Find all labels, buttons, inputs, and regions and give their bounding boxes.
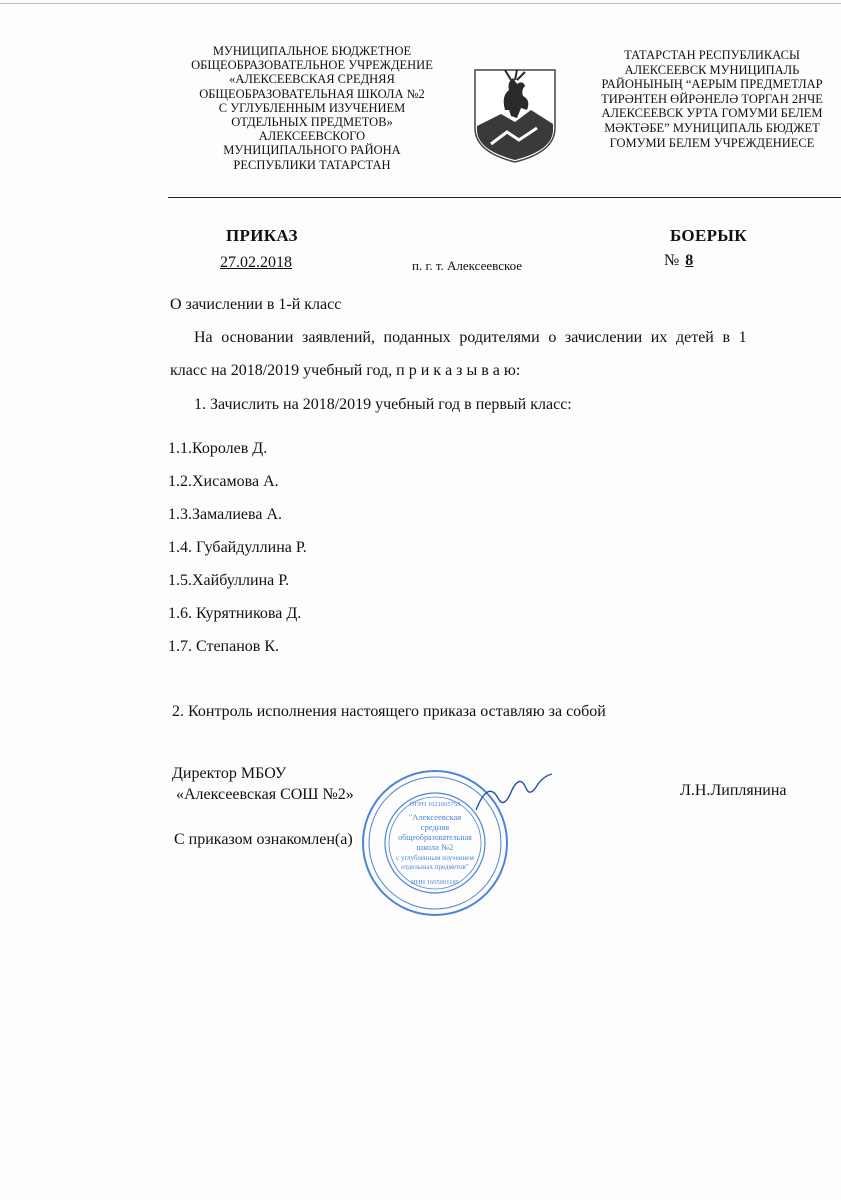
- header-divider: [168, 197, 841, 198]
- order-number-value: 8: [685, 252, 694, 269]
- order-title-ru: ПРИКАЗ: [226, 226, 298, 245]
- stamp-ogrn: ОГРН 1021605753: [409, 801, 461, 808]
- signature-scribble-icon: [468, 770, 558, 820]
- student-list-item: 1.4. Губайдуллина Р.: [168, 539, 307, 556]
- signer-school: «Алексеевская СОШ №2»: [176, 786, 354, 803]
- header-right-line: МӘКТӘБЕ” МУНИЦИПАЛЬ БЮДЖЕТ: [604, 120, 820, 135]
- signer-name: Л.Н.Липлянина: [680, 782, 787, 799]
- header-right-line: ГОМУМИ БЕЛЕМ УЧРЕЖДЕНИЕСЕ: [609, 135, 815, 150]
- student-list-item: 1.5.Хайбуллина Р.: [168, 572, 290, 589]
- header-right-line: АЛЕКСЕЕВСК МУНИЦИПАЛЬ: [624, 62, 800, 77]
- stamp-text-line: школа №2: [416, 842, 454, 852]
- student-list-item: 1.2.Хисамова А.: [168, 473, 279, 490]
- header-left-line: ОБЩЕОБРАЗОВАТЕЛЬНАЯ ШКОЛА №2: [199, 86, 425, 101]
- paragraph-line: На основании заявлений, поданных родителями о зачислении их детей в 1: [194, 329, 747, 346]
- header-left-line: РЕСПУБЛИКИ ТАТАРСТАН: [233, 157, 391, 172]
- stamp-text-line: отдельных предметов": [401, 863, 469, 871]
- student-list-item: 1.1.Королев Д.: [168, 440, 268, 457]
- student-list-item: 1.3.Замалиева А.: [168, 506, 283, 523]
- header-left-line: «АЛЕКСЕЕВСКАЯ СРЕДНЯЯ: [229, 72, 395, 87]
- order-title-tt: БОЕРЫК: [670, 226, 747, 245]
- header-right-line: ТАТАРСТАН РЕСПУБЛИКАСЫ: [624, 48, 800, 62]
- header-left-line: МУНИЦИПАЛЬНОЕ БЮДЖЕТНОЕ: [212, 44, 412, 58]
- stamp-text-line: с углубленным изучением: [396, 854, 474, 862]
- order-place: п. г. т. Алексеевское: [412, 258, 523, 273]
- order-subject: О зачислении в 1-й класс: [170, 296, 342, 313]
- stamp-text-line: "Алексеевская: [408, 812, 462, 822]
- stamp-text-line: средняя: [420, 822, 450, 832]
- header-left-line: АЛЕКСЕЕВСКОГО: [258, 129, 366, 144]
- header-right-line: РАЙОНЫНЫҢ “АЕРЫМ ПРЕДМЕТЛАР: [601, 77, 823, 92]
- scan-edge-line: [0, 3, 841, 4]
- signer-position: Директор МБОУ: [172, 765, 287, 782]
- paragraph-line: класс на 2018/2019 учебный год, п р и к а з ы в а ю:: [170, 362, 521, 379]
- order-number-label: №: [664, 252, 680, 269]
- header-right-tt: [588, 48, 836, 150]
- header-right-line: АЛЕКСЕЕВСК УРТА ГОМУМИ БЕЛЕМ: [601, 106, 823, 121]
- header-left-line: ОБЩЕОБРАЗОВАТЕЛЬНОЕ УЧРЕЖДЕНИЕ: [191, 58, 433, 73]
- header-left-line: ОТДЕЛЬНЫХ ПРЕДМЕТОВ»: [231, 115, 393, 130]
- order-number: [664, 252, 693, 270]
- stamp-inn: ИНН 1605001185: [411, 879, 459, 886]
- acquaintance-line: С приказом ознакомлен(а): [174, 831, 353, 848]
- district-emblem-icon: [471, 66, 559, 164]
- order-item-2: 2. Контроль исполнения настоящего приказа оставляю за собой: [172, 703, 606, 720]
- student-list-item: 1.6. Курятникова Д.: [168, 605, 302, 622]
- header-left-line: МУНИЦИПАЛЬНОГО РАЙОНА: [223, 143, 401, 158]
- header-right-line: ТИРӘНТЕН ӨЙРӘНЕЛӘ ТОРГАН 2НЧЕ: [601, 91, 823, 106]
- header-left-line: С УГЛУБЛЕННЫМ ИЗУЧЕНИЕМ: [218, 100, 406, 115]
- student-list-item: 1.7. Степанов К.: [168, 638, 280, 655]
- header-left-ru: [172, 44, 452, 172]
- order-item-1: 1. Зачислить на 2018/2019 учебный год в первый класс:: [194, 396, 572, 413]
- order-date: 27.02.2018: [220, 254, 292, 271]
- stamp-text-line: общеобразовательная: [398, 833, 472, 842]
